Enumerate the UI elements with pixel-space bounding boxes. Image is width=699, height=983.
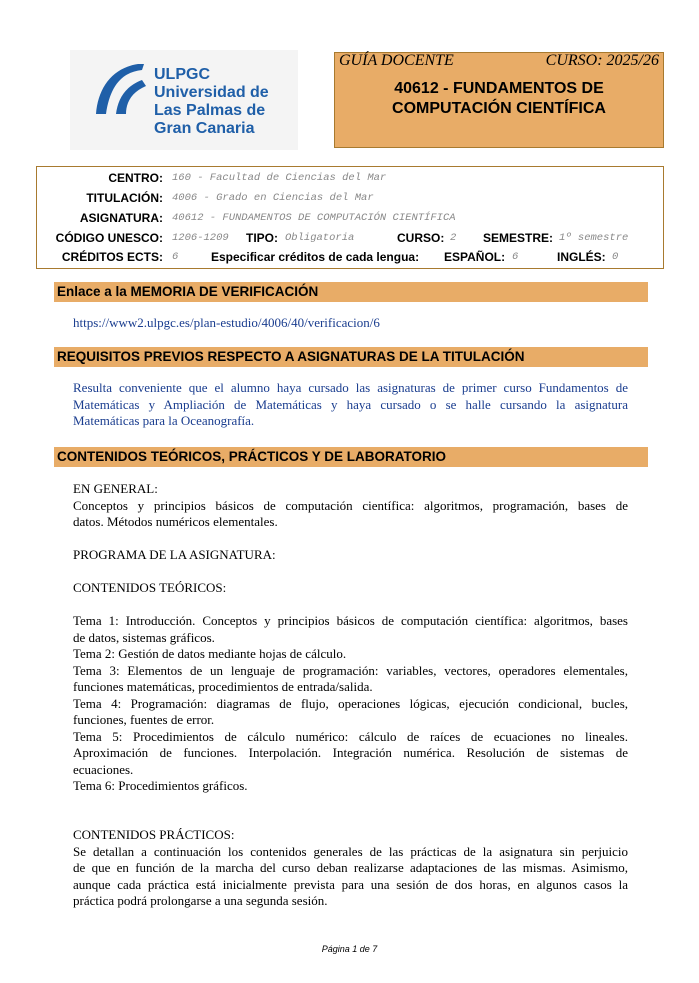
tipo-label: TIPO: <box>246 231 278 245</box>
requisitos-section-header: REQUISITOS PREVIOS RESPECTO A ASIGNATURAS DE LA TITULACIÓN <box>54 347 648 367</box>
asignatura-value: 40612 - FUNDAMENTOS DE COMPUTACIÓN CIENTÍFICA <box>172 212 456 224</box>
unesco-value: 1206-1209 <box>172 232 229 244</box>
tema-line: Tema 3: Elementos de un lenguaje de programación: variables, vectores, operadores elementales, <box>73 662 628 678</box>
practicos-line: práctica podrá prolongarse a una segunda sesión. <box>73 893 328 908</box>
logo-line-3: Gran Canaria <box>154 120 255 137</box>
espanol-value: 6 <box>512 251 519 263</box>
logo-acronym: ULPGC <box>154 66 210 83</box>
tema-line: ecuaciones. <box>73 761 134 777</box>
practicos-heading: CONTENIDOS PRÁCTICOS: <box>73 827 235 842</box>
tipo-value: Obligatoria <box>285 232 355 244</box>
titulacion-label: TITULACIÓN: <box>86 191 163 205</box>
teoricos-heading: CONTENIDOS TEÓRICOS: <box>73 580 227 595</box>
subject-info-box <box>36 166 664 269</box>
logo-line-1: Universidad de <box>154 84 269 101</box>
semestre-label: SEMESTRE: <box>483 231 554 245</box>
ingles-label: INGLÉS: <box>557 250 606 264</box>
subject-title <box>335 79 663 119</box>
practicos-line: aunque cada práctica está inicialmente prevista para una sesión de dos horas, en algunos casos la <box>73 876 628 892</box>
semestre-value: 1º semestre <box>559 232 629 244</box>
temas-block <box>73 613 628 795</box>
tema-line: funciones matemáticas, procedimientos de entrada/salida. <box>73 679 373 694</box>
guide-label: GUÍA DOCENTE <box>339 52 454 69</box>
memoria-link[interactable]: https://www2.ulpgc.es/plan-estudio/4006/40/verificacion/6 <box>73 315 380 330</box>
university-logo <box>70 50 298 150</box>
programa-heading: PROGRAMA DE LA ASIGNATURA: <box>73 547 276 562</box>
practicos-line: Se detallan a continuación los contenidos generales de las prácticas de la asignatura sin perjuicio <box>73 843 628 859</box>
practicos-line: de que en función de la marcha del curso deban realizarse adaptaciones de las mismas. Asimismo, <box>73 860 628 875</box>
subject-title-line-1: 40612 - FUNDAMENTOS DE <box>394 80 604 97</box>
creditos-value: 6 <box>172 251 179 263</box>
creditos-label: CRÉDITOS ECTS: <box>61 250 163 264</box>
requisitos-line: Resulta conveniente que el alumno haya cursado las asignaturas de primer curso Fundamentos de <box>73 380 628 395</box>
titulacion-value: 4006 - Grado en Ciencias del Mar <box>172 192 374 204</box>
tema-line: Tema 1: Introducción. Conceptos y principios básicos de computación científica: algoritmos, bases <box>73 613 628 628</box>
ingles-value: 0 <box>612 251 619 263</box>
guide-header-box <box>334 52 664 148</box>
unesco-label: CÓDIGO UNESCO: <box>55 231 163 245</box>
tema-line: de datos, sistemas gráficos. <box>73 629 215 645</box>
practicos-block <box>73 827 628 910</box>
page-number: Página 1 de 7 <box>321 944 378 954</box>
tema-line: Aproximación de funciones. Interpolación. Integración numérica. Resolución de sistemas de <box>73 745 628 760</box>
tema-line: Tema 6: Procedimientos gráficos. <box>73 778 248 793</box>
contenidos-section-header: CONTENIDOS TEÓRICOS, PRÁCTICOS Y DE LABORATORIO <box>54 447 648 467</box>
subject-title-line-2: COMPUTACIÓN CIENTÍFICA <box>392 100 606 117</box>
requisitos-paragraph <box>73 380 628 430</box>
course-label: CURSO: 2025/26 <box>545 52 659 69</box>
espanol-label: ESPAÑOL: <box>444 250 506 264</box>
requisitos-line: Matemáticas para la Oceanografía. <box>73 413 255 428</box>
curso-label: CURSO: <box>397 231 445 245</box>
general-heading: EN GENERAL: <box>73 481 158 496</box>
logo-line-2: Las Palmas de <box>154 102 266 119</box>
ulpgc-emblem-icon <box>92 58 148 118</box>
centro-value: 160 - Facultad de Ciencias del Mar <box>172 172 387 184</box>
memoria-section-header: Enlace a la MEMORIA DE VERIFICACIÓN <box>54 282 648 302</box>
curso-value: 2 <box>450 232 457 244</box>
general-line: Conceptos y principios básicos de computación científica: algoritmos, programación, bases de <box>73 497 628 513</box>
asignatura-label: ASIGNATURA: <box>79 211 163 225</box>
especificar-label: Especificar créditos de cada lengua: <box>211 250 420 264</box>
general-line: datos. Métodos numéricos elementales. <box>73 514 278 529</box>
tema-line: Tema 2: Gestión de datos mediante hojas de cálculo. <box>73 646 347 661</box>
tema-line: funciones, fuentes de error. <box>73 712 215 727</box>
general-block <box>73 481 628 531</box>
tema-line: Tema 5: Procedimientos de cálculo numérico: cálculo de raíces de ecuaciones no lineales. <box>73 728 628 744</box>
requisitos-line: Matemáticas y Ampliación de Matemáticas y haya cursado o se halle cursando la asignatura <box>73 396 628 412</box>
tema-line: Tema 4: Programación: diagramas de flujo, operaciones lógicas, ejecución condicional, bucles, <box>73 695 628 711</box>
centro-label: CENTRO: <box>108 171 163 185</box>
